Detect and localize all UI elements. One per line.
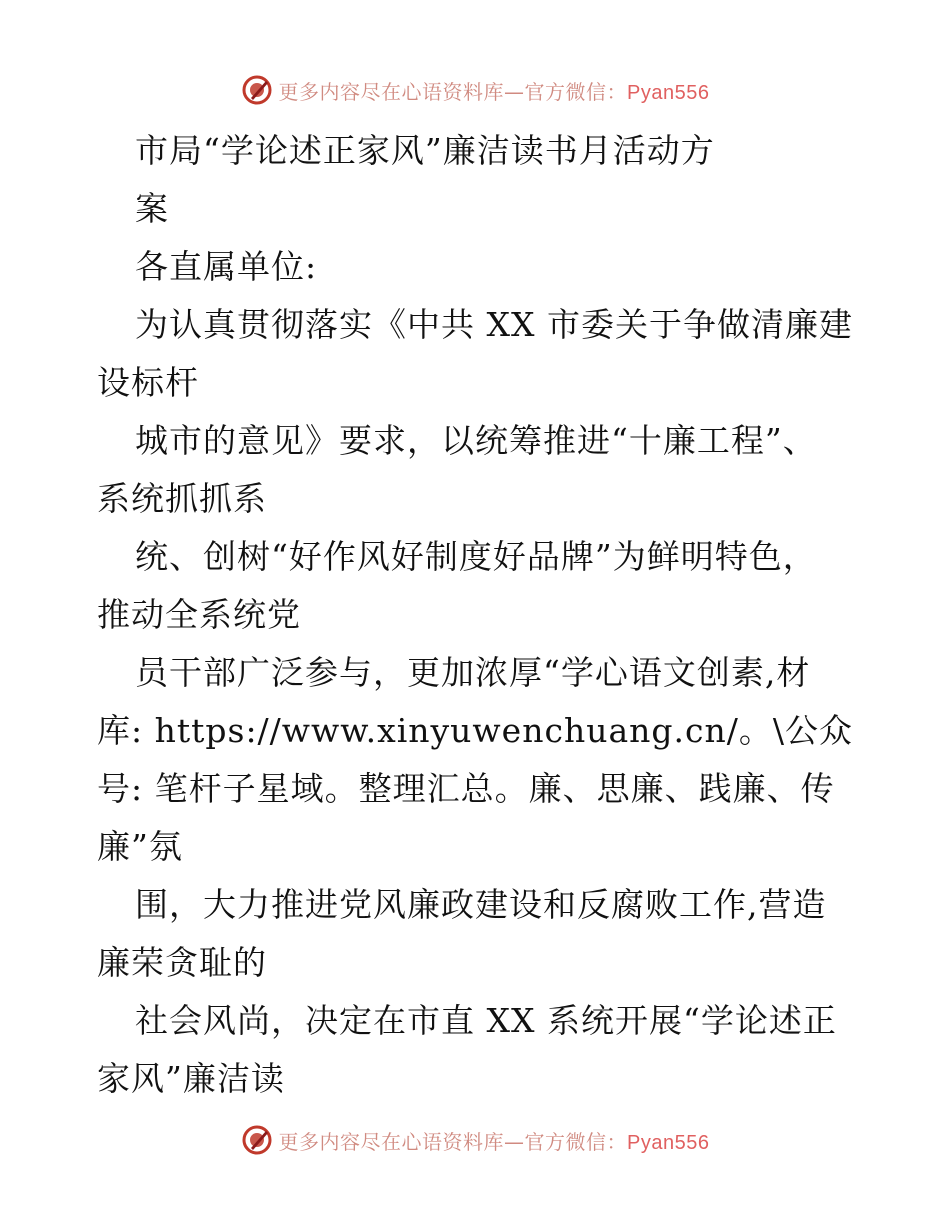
- watermark-official: 官方微信：: [524, 79, 628, 104]
- body-line: 系统抓抓系: [97, 479, 267, 518]
- body-line: 围，大力推进党风廉政建设和反腐败工作,营造: [135, 885, 827, 924]
- body-line: 为认真贯彻落实《中共 XX 市委关于争做清廉建: [135, 305, 853, 344]
- body-line: 廉”氛: [97, 827, 183, 866]
- watermark-wechat-id: Pyan556: [627, 1131, 710, 1154]
- watermark-separator: —: [504, 79, 525, 104]
- pen-logo-icon: [241, 74, 273, 106]
- body-line: 家风”廉洁读: [97, 1059, 285, 1098]
- body-line: 号: 笔杆子星域。整理汇总。廉、思廉、践廉、传: [97, 769, 835, 808]
- salutation: 各直属单位:: [135, 247, 318, 286]
- footer-watermark: [0, 1120, 950, 1160]
- watermark-text: [279, 76, 710, 105]
- watermark-main: 更多内容尽在心语资料库: [278, 79, 505, 104]
- watermark-separator: —: [504, 1129, 525, 1154]
- watermark-official: 官方微信：: [524, 1129, 628, 1154]
- watermark-text: [279, 1126, 710, 1155]
- title-line-2: 案: [135, 189, 169, 228]
- watermark-wechat-id: Pyan556: [627, 81, 710, 104]
- body-line: 统、创树“好作风好制度好品牌”为鲜明特色，: [135, 537, 817, 576]
- body-line: 城市的意见》要求，以统筹推进“十廉工程”、: [135, 421, 817, 460]
- title-line-1: 市局“学论述正家风”廉洁读书月活动方: [135, 131, 715, 170]
- header-watermark: [0, 70, 950, 110]
- body-line: 设标杆: [97, 363, 199, 402]
- body-line: 库: https://www.xinyuwenchuang.cn/。\公众: [97, 711, 853, 750]
- pen-logo-icon: [241, 1124, 273, 1156]
- body-line: 推动全系统党: [97, 595, 301, 634]
- watermark-main: 更多内容尽在心语资料库: [278, 1129, 505, 1154]
- body-line: 廉荣贪耻的: [97, 943, 267, 982]
- body-line: 社会风尚，决定在市直 XX 系统开展“学论述正: [135, 1001, 837, 1040]
- body-line: 员干部广泛参与，更加浓厚“学心语文创素,材: [135, 653, 811, 692]
